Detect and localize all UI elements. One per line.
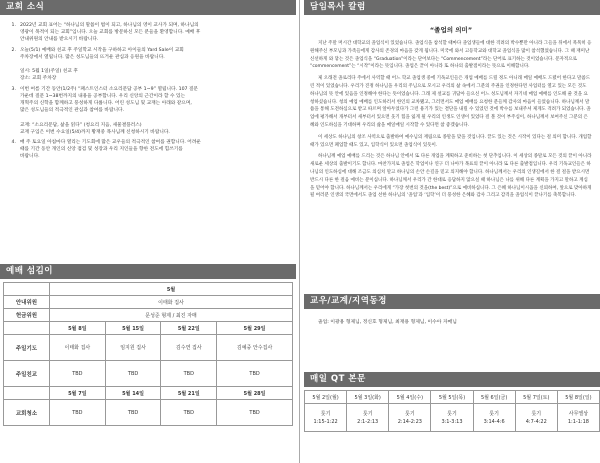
qt-ref: 3:1-3:13 bbox=[441, 418, 463, 425]
community-news-header: 교우/교계/지역동정 bbox=[304, 294, 600, 309]
week-header: 5월 7일 bbox=[50, 387, 106, 400]
column-paragraph: 하나님께 예업 예배를 드리는 것은 하나님 안에서 또 다른 개업을 계획하고 준비하는 첫 단추입니다. 이 세상의 종말로 모든 것의 끝이 아니라 새로운 세상의 출발이기도 합니다. 마찬가지로 졸업은 학업이나 연구 더 나아가 목표의 끝이 아니라 또 다른 출발점입니다. 우리 기독교인들은 하나님의 인도하심에 대해 조금도 의심치 말고 하나님의 손안 손길을 믿고 의지해야 합니다. 하나님께서는 우리의 인생길에서 한 걸 걸을 받으시면 반드시 다른 한 걸음 예비는 분이십니다. 하나님께서 우리가 간 한대로 응답하지 않으실 때 하나님은 나를 위해 다른 계획을 가지고 말하고 계심을 믿어야 합니다. 하나님께서는 우리에게 “가장 첫번의 것을(the best)”으로 예비하십니다. 그 은혜 하나님이시옵을 신뢰하여, 앞으로 맞아하게 될 여러분 인생의 국면에서도 졸업 선한 하나님의 ‘졸업’과 ‘입학’이 더 풍성한 은혜와 감사 그리고 감격을 졸업식이 끝나기를 축복합니다. bbox=[310, 154, 592, 199]
prayer-cell: 김수연 집사 bbox=[161, 335, 217, 361]
worship-schedule-table bbox=[3, 282, 293, 426]
prayer-label: 주일기도 bbox=[4, 335, 50, 361]
pastor-column bbox=[304, 15, 600, 200]
qt-book: 룻기 bbox=[447, 410, 457, 417]
qt-day: 5월 8일(일) bbox=[557, 391, 599, 404]
news-number: 2. bbox=[11, 47, 16, 53]
daily-qt-table bbox=[304, 390, 600, 432]
qt-ref: 1:1-1:18 bbox=[567, 418, 589, 425]
qt-book: 사무엘상 bbox=[568, 410, 589, 417]
news-text: 오늘(5/1) 예배와 친교 후 주일학교 시작을 구하하고 아이들의 Yard Sale이 교회 주차장에서 열립니다. 많은 성도님들의 뜨거운 관심과 응원을 바랍니다. 일시: 5월 1일(주일) 친교 후 장소: 교회 주차장 bbox=[20, 47, 184, 82]
qt-book: 룻기 bbox=[489, 410, 499, 417]
week-header: 5월 29일 bbox=[217, 322, 293, 335]
news-section-header: 교회 소식 bbox=[0, 0, 296, 15]
qt-ref: 3:14-4:6 bbox=[483, 418, 505, 425]
fellowship-cell: TBD bbox=[105, 361, 161, 387]
qt-day: 5월 5일(목) bbox=[431, 391, 473, 404]
qt-book: 룻기 bbox=[362, 410, 373, 417]
fellowship-cell: TBD bbox=[217, 361, 293, 387]
cleaning-label: 교회청소 bbox=[4, 400, 50, 426]
news-number: 1. bbox=[11, 23, 16, 28]
news-item bbox=[4, 22, 290, 44]
qt-passage bbox=[431, 404, 473, 432]
prayer-cell: 김예중 안수집사 bbox=[217, 335, 293, 361]
corner-cell bbox=[4, 322, 50, 335]
week-header: 5월 14일 bbox=[105, 387, 161, 400]
qt-ref: 2:14-2:23 bbox=[397, 418, 422, 425]
week-header: 5월 15일 bbox=[105, 322, 161, 335]
qt-passage bbox=[305, 404, 347, 432]
community-news-text: 졸업: 이광용 형제님, 정신호 형제님, 최재용 형제님, 이수아 자매님 bbox=[318, 320, 457, 325]
news-item bbox=[4, 47, 290, 83]
month-header: 5월 bbox=[50, 283, 293, 296]
cleaning-cell: TBD bbox=[50, 400, 106, 426]
schedule-section-header: 예배 섬김이 bbox=[0, 264, 296, 279]
news-number: 3. bbox=[11, 86, 16, 92]
qt-day: 5월 4일(수) bbox=[389, 391, 431, 404]
news-list bbox=[0, 15, 296, 161]
news-item bbox=[4, 86, 290, 136]
qt-ref: 2:1-2:13 bbox=[357, 418, 379, 425]
prayer-cell: 이태화 집사 bbox=[50, 335, 106, 361]
qt-book: 룻기 bbox=[405, 410, 415, 417]
cleaning-cell: TBD bbox=[217, 400, 293, 426]
qt-passage bbox=[515, 404, 557, 432]
news-number: 4. bbox=[11, 140, 16, 146]
column-title: “졸업의 의미” bbox=[429, 26, 473, 34]
qt-ref: 4:7-4:22 bbox=[525, 418, 547, 425]
prayer-cell: 임지원 집사 bbox=[105, 335, 161, 361]
fellowship-cell: TBD bbox=[161, 361, 217, 387]
fellowship-label: 주일친교 bbox=[4, 361, 50, 387]
week-header: 5월 22일 bbox=[161, 322, 217, 335]
news-text: 2022년 교회 표어는 “하나님의 말씀이 법이 되고, 하나님의 영이 교사가 되며, 하나님의 영광이 목적이 되는 교회”입니다. 오늘 교회를 방문하신 모든 분들을 환영합니다. 예배 후 안내위원의 안내를 받으시기 바랍니다. bbox=[20, 23, 201, 43]
qt-passage bbox=[473, 404, 515, 432]
qt-day: 5월 2일(월) bbox=[305, 391, 347, 404]
pastor-column-header: 담임목사 칼럼 bbox=[304, 0, 600, 15]
left-column bbox=[0, 0, 296, 463]
qt-passage bbox=[389, 404, 431, 432]
daily-qt-header: 매일 QT 본문 bbox=[304, 372, 600, 387]
qt-book: 룻기 bbox=[531, 410, 542, 417]
offering-label: 헌금위원 bbox=[4, 309, 50, 322]
fellowship-cell: TBD bbox=[50, 361, 106, 387]
corner-cell bbox=[4, 283, 50, 296]
cleaning-cell: TBD bbox=[161, 400, 217, 426]
column-divider bbox=[299, 0, 300, 463]
column-paragraph: 지난 주말 머시간 대학교의 졸업식이 있었습니다. 졸업식을 참석할 때마다 졸업생들에 대한 격려의 박수뿐만 아니라 그들을 뒤에서 묵묵히 응원해주신 부모님과 가족들에게 감사의 존경의 마음을 갖게 됩니다. 미국에 와서 고등학교와 대학교 졸업식을 많이 참석했었습니다. 그 때 재미난 신선하게 와 닿는 것은 졸업식을 “Graduation”이라는 단어보다는 “Commencement”라는 단어로 표기하는 것이었습니다. 문자적으로 “commencement”는 “시작”이라는 뜻입니다. 졸업은 끝이 아니라 또 하나의 출발점이라는 뜻으로 이해합니다. bbox=[310, 41, 592, 70]
usher-label: 안내위원 bbox=[4, 296, 50, 309]
week-header: 5월 8일 bbox=[50, 322, 106, 335]
week-header: 5월 28일 bbox=[217, 387, 293, 400]
qt-ref: 1:15-1:22 bbox=[313, 418, 338, 425]
cleaning-cell: TBD bbox=[105, 400, 161, 426]
news-text: 매 주 토요일 아침마다 열리는 기도회에 많은 교우들의 적극적인 참여를 권합니다. 어려운 때를 기간 동안 개인의 신앙 점검 및 성장과 우리 지인들을 향한 전도에 힘쓰기를 바랍니다. bbox=[20, 140, 201, 160]
qt-passage bbox=[557, 404, 599, 432]
usher-value: 이태화 집사 bbox=[50, 296, 293, 309]
qt-day: 5월 7일(토) bbox=[515, 391, 557, 404]
qt-day: 5월 3일(화) bbox=[347, 391, 389, 404]
right-column bbox=[304, 0, 600, 463]
corner-cell bbox=[4, 387, 50, 400]
offering-value: 문성준 형제 / 최진 자매 bbox=[50, 309, 293, 322]
week-header: 5월 21일 bbox=[161, 387, 217, 400]
column-paragraph: 이 세상도 하나님의 창조 사역으로 출발하여 예수님의 재림으로 종말을 맞을 것입니다. 끝도 있는 것은 시작이 있다는 걸 의미 합니다. 개업할 때가 있으면 폐업할 때도 있고, 입학식이 있으면 졸업식이 있듯이. bbox=[310, 134, 592, 148]
qt-passage bbox=[347, 404, 389, 432]
qt-day: 5월 6일(금) bbox=[473, 391, 515, 404]
qt-book: 룻기 bbox=[320, 410, 331, 417]
news-text: 이번 여름 기간 동안(1/2주) “패스트인스터 소요리문답 공부 1~9” 열립니다. 107 질문 가운데 질문 1~38번까지의 내용을 공부합니다. 우리 신앙의 근간이라 할 수 있는 개혁주의 신학을 함께하고 풍성하게 다룹니다. 어린 성도님 및 교재는 아래와 같으며, 많은 성도님들의 적극적인 관심과 참여를 바랍니다. 교재: “소요리문답, 삶을 읽다” (청요리 지음, 새물결플러스) 교재 구입은 이번 수요일(5/4)까지 황재중 목사님께 신청하시기 바랍니다. bbox=[20, 86, 199, 135]
column-paragraph: 제 오래전 졸로리다 주에서 사역할 때 어느 학교 졸업생 중에 기독교인들은 개업 예배를 드릴 정도 아니래 매일 예배도 드렸어 한다고 말씀드린 적이 있었습니다. 우리가 진정 하나님을 우리의 주님으로 모시고 우리의 삶 속에서 그분의 주권을 인정한다면 사업터를 열고 있는 모든 것도 하나님의 뜻 안에 있음을 인정해야 한다는 뜻이었습니다. 그래 제 설교를 귀담아 들으신 어느 성도님께서 자기네 매업 예배를 인도해 줄 것을 요청하셨습니다. 청의 예업 예배를 인도하러서 한인의 교차됐고, 그러면서도 매업 예배를 요청한 분들께 감사의 마음이 들었습니다. 하나님께서 말씀을 통해 도전하심으로 받고 따르며 앞아두었다가 그런 용기가 있는 결단을 내릴 수 있었던 것에 박수를 보내주셔 제게도 격려가 되었습니다. 졸업에 평가해서 개부터서 새부터서 있으면 웃기 힘을 잃게 될 우리의 인생도 인생이 있었다 걸 볼 것이 부주심이, 하나님께서 보여주신 그분의 은혜와 인도하심을 기대하며 우리의 삶을 매일매일 시작할 수 있다면 참 좋겠습니다. bbox=[310, 76, 591, 128]
news-item bbox=[4, 139, 290, 161]
